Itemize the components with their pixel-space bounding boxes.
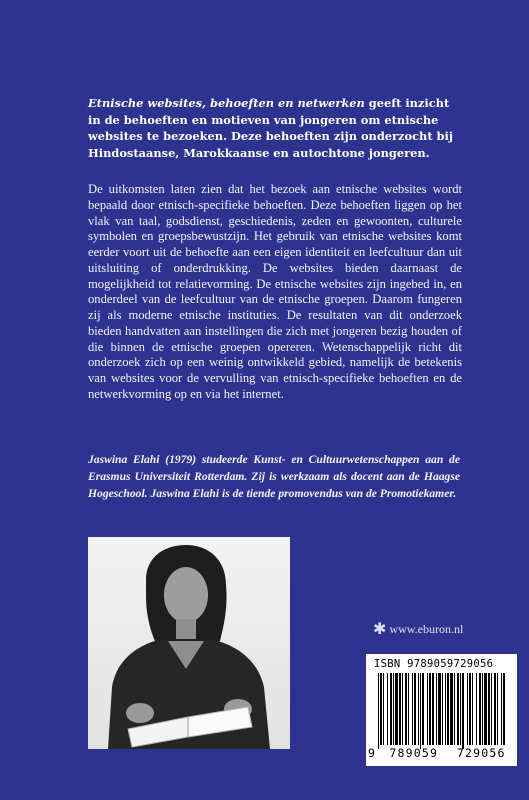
barcode-bar [445, 673, 446, 745]
barcode-bar [450, 673, 453, 745]
isbn-barcode [366, 654, 517, 766]
barcode-bar [380, 673, 382, 745]
barcode-bar [412, 673, 413, 745]
barcode-bar [442, 673, 443, 745]
barcode-bar [454, 673, 455, 745]
barcode-bar [402, 673, 403, 745]
barcode-bar [479, 673, 481, 745]
barcode-bar [457, 673, 459, 745]
website-url: www.eburon.nl [389, 622, 464, 636]
barcode-bar [414, 673, 416, 745]
author-portrait-image [88, 537, 290, 749]
barcode-bar [422, 673, 424, 745]
barcode-bar [387, 673, 388, 745]
barcode-bar [460, 673, 461, 745]
publisher-website[interactable] [373, 622, 463, 637]
intro-text: geeft inzicht in de behoeften en motieven van jongeren om etnische websites te bezoeken. Deze behoeften zijn onderzocht bij Hindostaanse, Marokkaanse en autochtone jongeren. [88, 96, 453, 160]
barcode-bar [494, 673, 496, 745]
barcode-bar [488, 673, 490, 745]
barcode-bar [476, 673, 477, 745]
barcode-right-group: 729056 [456, 746, 506, 760]
book-title: Etnische websites, behoeften en netwerken [88, 96, 365, 110]
barcode-bar [393, 673, 394, 745]
barcode-bar [472, 673, 473, 745]
star-icon: ✱ [373, 620, 387, 638]
summary-paragraph: De uitkomsten laten zien dat het bezoek aan etnische websites wordt bepaald door etnisch-specifieke behoeften. Deze behoeften liggen op het vlak van taal, godsdienst, geschiedenis, zeden en gewoonten, culturele symbolen en groepsbewustzijn. Het gebruik van etnische websites komt eerder voort uit de behoefte aan een eigen identiteit en leefcultuur dan uit uitsluiting of onderdrukking. De websites bieden daarnaast de mogelijkheid tot relatievorming. De etnische websites zijn ingebed in, en onderdeel van de leefcultuur van de etnische groepen. Daarom fungeren zij als moderne etnische instituties. De resultaten van dit onderzoek bieden handvatten aan instellingen die zich met jongeren bezig houden of die binnen de etnische groepen opereren. Wetenschappelijk richt dit onderzoek zich op een weinig ontwikkeld gebied, namelijk de betekenis van websites voor de vervulling van etnisch-specifieke behoeften en de netwerkvorming op en via het internet. [88, 182, 462, 401]
intro-paragraph [88, 95, 460, 161]
barcode-bar [491, 673, 492, 745]
barcode-bar [438, 673, 441, 745]
isbn-label: ISBN 9789059729056 [374, 658, 494, 670]
barcode-bar [497, 673, 498, 745]
barcode-bar [395, 673, 398, 745]
barcode-bar [429, 673, 431, 745]
barcode-bar [503, 673, 505, 745]
barcode-bar [405, 673, 407, 745]
barcode-bar [432, 673, 434, 745]
barcode-bar [427, 673, 428, 745]
barcode-bar [408, 673, 409, 745]
barcode-left-group: 789059 [389, 746, 439, 760]
barcode-digits [368, 746, 515, 760]
barcode-bar [420, 673, 421, 749]
barcode-bar [501, 673, 502, 745]
barcode-bar [383, 673, 384, 745]
barcode-bar [418, 673, 419, 745]
barcode-bar [436, 673, 437, 745]
author-bio: Jaswina Elahi (1979) studeerde Kunst- en Cultuurwetenschappen aan de Erasmus Universiteit Rotterdam. Zij is werkzaam als docent aan de Haagse Hogeschool. Jaswina Elahi is de tiende promovendus van de Promotiekamer. [88, 453, 460, 501]
author-photo [88, 537, 290, 749]
barcode-bar [399, 673, 401, 745]
barcode-bar [482, 673, 483, 745]
barcode-bar [462, 673, 464, 749]
barcode-bar [447, 673, 449, 745]
barcode-bar [467, 673, 468, 745]
barcode-bar [484, 673, 487, 745]
barcode-bar [469, 673, 471, 745]
barcode-bar [390, 673, 392, 745]
barcode-bars [378, 673, 506, 749]
barcode-lead-digit: 9 [368, 746, 375, 760]
barcode-bar [378, 673, 379, 749]
